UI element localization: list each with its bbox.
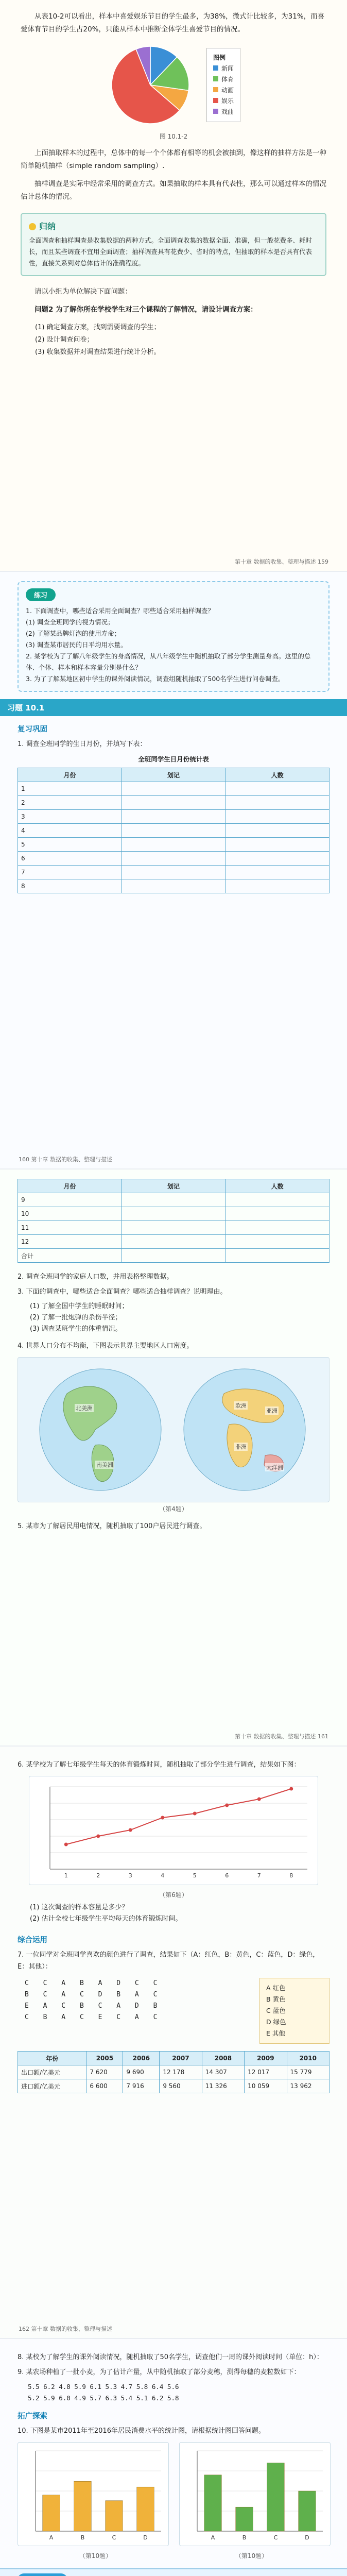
- x-tick-label: C: [273, 2534, 278, 2541]
- x-tick-label: 6: [225, 1872, 229, 1879]
- table-header: 2009: [245, 2052, 287, 2065]
- table-cell: [225, 838, 329, 852]
- line-chart: [29, 1776, 318, 1885]
- practice-item: (3) 调查某市居民的日平均用水量。: [26, 641, 127, 649]
- bar: [43, 2495, 60, 2531]
- map-label: 北美洲: [76, 1405, 93, 1412]
- table-cell: 12 178: [160, 2065, 202, 2079]
- review-question: 1. 调查全班同学的生日月份，并填写下表：: [18, 740, 147, 748]
- table-cell: [122, 1207, 225, 1221]
- table-row: [18, 782, 329, 796]
- table-header: 2010: [287, 2052, 329, 2065]
- legend-item: [213, 74, 234, 85]
- table-cell: [122, 1221, 225, 1235]
- x-tick-label: 3: [128, 1872, 132, 1879]
- table-cell: 出口额/亿美元: [18, 2065, 86, 2079]
- letter-row: E A C B C A D B: [25, 2002, 163, 2010]
- page-footer: 第十章 数据的收集、整理与描述 161: [235, 1733, 328, 1740]
- bar: [137, 2487, 154, 2531]
- table-header: 划记: [122, 1179, 225, 1193]
- question-item: (1) 这次调查的样本容量是多少？: [30, 1904, 129, 1911]
- number-row: 5.5 6.2 4.8 5.9 6.1 5.3 4.7 5.8 6.4 5.6: [28, 2383, 179, 2391]
- table-cell: [122, 866, 225, 879]
- table-cell: [122, 1249, 225, 1263]
- table-cell: [122, 879, 225, 893]
- table-cell: [225, 782, 329, 796]
- intro-paragraph: 从表10-2可以看出，样本中喜爱娱乐节目的学生最多，为38%，微式计比较多，为31%，而喜爱体育节目的学生占20%，只能从样本中推断全体学生喜爱节目的情况。: [21, 12, 325, 33]
- legend-title: 图例: [213, 54, 225, 61]
- table-cell: [225, 1235, 329, 1249]
- world-map-illustration: [18, 1358, 329, 1502]
- table-header: 2008: [202, 2052, 244, 2065]
- table-cell: 6 600: [86, 2079, 123, 2093]
- table-header: 年份: [18, 2052, 86, 2065]
- legend-label: 新闻: [221, 65, 234, 72]
- data-point: [64, 1843, 68, 1846]
- table-cell: [122, 838, 225, 852]
- table-row: [18, 810, 329, 824]
- world-map: [18, 1357, 329, 1502]
- map-label: 非洲: [235, 1444, 247, 1450]
- legend-item: B 黄色: [266, 1995, 286, 2003]
- legend-label: 戏曲: [221, 108, 234, 115]
- number-row: 5.2 5.9 6.0 4.9 5.7 6.3 5.4 5.1 6.2 5.8: [28, 2394, 179, 2402]
- table-cell: 7 620: [86, 2065, 123, 2079]
- table-cell: 进口额/亿美元: [18, 2079, 86, 2093]
- page-159: [0, 0, 347, 572]
- question-8: 8. 某校为了解学生的课外阅读情况，随机抽取了50名学生，调查他们一周的课外阅读时间（单位：h）：: [18, 2353, 323, 2361]
- x-tick-label: D: [143, 2534, 148, 2541]
- review-title: 复习巩固: [18, 725, 47, 734]
- x-tick-label: 1: [64, 1872, 68, 1879]
- table-cell: [122, 1235, 225, 1249]
- table-cell: 10 059: [245, 2079, 287, 2093]
- bar: [236, 2507, 253, 2531]
- letter-row: B C A C D B A C: [25, 1991, 163, 1998]
- table-cell: 15 779: [287, 2065, 329, 2079]
- table-cell: [225, 1221, 329, 1235]
- map-label: 欧洲: [235, 1402, 247, 1409]
- table-cell: 12 017: [245, 2065, 287, 2079]
- table-cell: 11: [18, 1221, 122, 1235]
- bar-chart-b-panel: [179, 2442, 331, 2546]
- practice-item: 2. 某学校为了了解八年级学生的身高情况，从八年级学生中随机抽取了部分学生测量身高。这里的总体、个体、样本和样本容量分别是什么？: [26, 652, 311, 671]
- x-tick-label: A: [49, 2534, 54, 2541]
- data-point: [225, 1804, 229, 1807]
- table-header: 划记: [122, 768, 225, 782]
- table-header: 2006: [123, 2052, 160, 2065]
- table-row: [18, 866, 329, 879]
- legend-swatch: [213, 109, 218, 114]
- page-161: [0, 1170, 347, 1747]
- color-legend: [259, 1978, 329, 2044]
- legend-label: 娱乐: [221, 97, 234, 105]
- table-row: [18, 1249, 329, 1263]
- exercise-band: 习题 10.1: [0, 699, 347, 716]
- table-cell: [122, 796, 225, 810]
- table-header: 2007: [160, 2052, 202, 2065]
- x-tick-label: A: [211, 2534, 215, 2541]
- trade-table: [18, 2051, 329, 2093]
- question-item: (2) 估计全校七年级学生平均每天的体育锻炼时间。: [30, 1915, 182, 1923]
- practice-item: (2) 了解某品牌灯泡的使用寿命；: [26, 630, 121, 637]
- practice-box: [18, 581, 329, 692]
- page-footer: 160 第十章 数据的收集、整理与描述: [19, 1156, 112, 1163]
- legend-swatch: [213, 98, 218, 103]
- table-row: [18, 2079, 329, 2093]
- question-5: 5. 某市为了解居民用电情况，随机抽取了100户居民进行调查。: [18, 1522, 206, 1530]
- table-cell: 5: [18, 838, 122, 852]
- legend-item: [213, 96, 234, 107]
- birthday-table: [18, 768, 329, 893]
- letter-row: C B A C E C A C: [25, 2013, 163, 2021]
- summary-title: 归纳: [29, 220, 318, 232]
- table-cell: [225, 852, 329, 866]
- legend-item: [213, 63, 234, 74]
- table-header: 月份: [18, 768, 122, 782]
- table-cell: [225, 796, 329, 810]
- data-point: [193, 1812, 197, 1816]
- table-row: [18, 824, 329, 838]
- x-tick-label: 4: [161, 1872, 165, 1879]
- table-cell: 9 690: [123, 2065, 160, 2079]
- data-point: [129, 1828, 132, 1832]
- legend-label: 体育: [221, 76, 234, 83]
- table-row: [18, 852, 329, 866]
- table-row: [18, 879, 329, 893]
- letter-row: C C A B A D C C: [25, 1979, 163, 1987]
- table-cell: 9: [18, 1193, 122, 1207]
- legend-swatch: [213, 65, 218, 71]
- bar: [106, 2501, 123, 2531]
- legend-label: 动画: [221, 87, 234, 94]
- table-row: [18, 2065, 329, 2079]
- x-tick-label: C: [112, 2534, 116, 2541]
- question-10: 10. 下图是某市2011年至2016年居民消费水平的统计图，请根据统计图回答问题。: [18, 2427, 265, 2435]
- practice-item: 1. 下面调查中，哪些适合采用全面调查？哪些适合采用抽样调查？: [26, 607, 214, 615]
- legend-item: [213, 85, 234, 96]
- data-point: [257, 1798, 261, 1801]
- table-cell: 7 916: [123, 2079, 160, 2093]
- table-row: [18, 1221, 329, 1235]
- summary-text: 全面调查和抽样调查是收集数据的两种方式。全面调查收集的数据全面、准确，但一般花费多、耗时长，而且某些调查不宜用全面调查；抽样调查具有花费少、省时的特点，但抽取的样本是否具有代表性，直接关系到对总体估计的准确程度。: [29, 236, 313, 267]
- para-group: 请以小组为单位解决下面问题：: [34, 287, 132, 296]
- page-164: [0, 2339, 347, 2576]
- question-7: 7. 一位同学对全班同学喜欢的颜色进行了调查，结果如下（A：红色，B：黄色，C：蓝色，D：绿色，E：其他）：: [18, 1951, 320, 1971]
- bar: [299, 2491, 316, 2531]
- table-header: 月份: [18, 1179, 122, 1193]
- para-survey: 抽样调查是实际中经常采用的调查方式。如果抽取的样本具有代表性，那么可以通过样本的情况估计总体的情况。: [21, 180, 326, 201]
- table-header: 2005: [86, 2052, 123, 2065]
- expand-title: 拓广探索: [18, 2412, 47, 2420]
- x-tick-label: 2: [96, 1872, 100, 1879]
- table-cell: 13 962: [287, 2079, 329, 2093]
- table-cell: [122, 810, 225, 824]
- line-chart-panel: [29, 1776, 318, 1885]
- table-cell: 10: [18, 1207, 122, 1221]
- question-9: 9. 某农场种植了一批小麦，为了估计产量，从中随机抽取了部分麦穗，测得每穗的麦粒数如下：: [18, 2368, 301, 2376]
- map-label: 亚洲: [266, 1408, 277, 1414]
- map-label: 大洋洲: [266, 1464, 283, 1471]
- table-cell: 12: [18, 1235, 122, 1249]
- x-tick-label: B: [80, 2534, 85, 2541]
- pie-chart: [107, 41, 194, 129]
- x-tick-label: 7: [257, 1872, 261, 1879]
- birthday-table-continued: [18, 1179, 329, 1263]
- table-cell: [122, 824, 225, 838]
- bar-chart-b: [180, 2443, 330, 2546]
- bar-caption-a: （第10题）: [79, 2552, 112, 2560]
- bar: [267, 2463, 285, 2531]
- lightbulb-icon: [29, 223, 36, 230]
- apply-title: 综合运用: [18, 1936, 47, 1944]
- legend-item: A 红色: [266, 1984, 286, 1992]
- page-160: [0, 572, 347, 1170]
- para-sampling: 上面抽取样本的过程中，总体中的每一个个体都有相等的机会被抽到，像这样的抽样方法是一种简单随机抽样（simple random sampling）.: [21, 149, 326, 170]
- table-cell: 合计: [18, 1249, 122, 1263]
- bar-chart-a: [18, 2443, 168, 2546]
- x-tick-label: 5: [193, 1872, 197, 1879]
- practice-label: 练习: [26, 588, 56, 601]
- legend-item: C 蓝色: [266, 2007, 286, 2014]
- legend-swatch: [213, 76, 218, 81]
- legend-item: E 其他: [266, 2029, 285, 2037]
- question-4: 4. 世界人口分布不均衡，下图表示世界主要地区人口密度。: [18, 1342, 194, 1350]
- question-item: (1) 了解全国中学生的睡眠时间；: [30, 1302, 129, 1310]
- map-caption: （第4题）: [159, 1505, 188, 1513]
- x-tick-label: D: [305, 2534, 309, 2541]
- question-item: (2) 设计调查问卷；: [35, 336, 94, 344]
- table-cell: [225, 866, 329, 879]
- bar-caption-b: （第10题）: [235, 2552, 268, 2560]
- table-cell: [122, 852, 225, 866]
- table-title: 全班同学生日月份统计表: [138, 755, 209, 763]
- page-footer: 第十章 数据的收集、整理与描述 159: [235, 558, 328, 565]
- data-point: [289, 1787, 293, 1791]
- table-cell: 14 307: [202, 2065, 244, 2079]
- pie-figure: [21, 41, 326, 129]
- data-point: [161, 1816, 164, 1820]
- question-2: 问题2 为了解你所在学校学生对三个课程的了解情况，请设计调查方案：: [34, 306, 257, 314]
- summary-box: [21, 213, 326, 276]
- table-cell: 7: [18, 866, 122, 879]
- legend-item: D 绿色: [266, 2018, 286, 2026]
- question-3: 3. 下面的调查中，哪些适合全面调查？哪些适合抽样调查？说明理由。: [18, 1288, 227, 1296]
- table-cell: 8: [18, 879, 122, 893]
- table-row: [18, 796, 329, 810]
- table-row: [18, 1193, 329, 1207]
- table-cell: [225, 810, 329, 824]
- figure-caption: 图 10.1-2: [159, 133, 188, 140]
- bar-charts-row: [18, 2442, 329, 2546]
- letter-grid-area: [18, 1978, 329, 2044]
- question-6: 6. 某学校为了解七年级学生每天的体育锻炼时间，随机抽取了部分学生进行调查，结果如下图：: [18, 1761, 301, 1769]
- bar: [74, 2481, 92, 2531]
- table-cell: [225, 824, 329, 838]
- table-header: 人数: [225, 1179, 329, 1193]
- practice-item: (1) 调查全班同学的视力情况；: [26, 618, 114, 626]
- question-item: (3) 调查某班学生的体重情况。: [30, 1325, 122, 1333]
- question-item: (1) 确定调查方案，找到需要调查的学生；: [35, 324, 161, 331]
- question-item: (2) 了解一批炮弹的杀伤半径；: [30, 1314, 122, 1321]
- table-cell: 4: [18, 824, 122, 838]
- table-cell: 1: [18, 782, 122, 796]
- x-tick-label: 8: [289, 1872, 293, 1879]
- legend-item: [213, 107, 234, 117]
- page-162: [0, 1747, 347, 2339]
- x-tick-label: B: [242, 2534, 247, 2541]
- table-header: 人数: [225, 768, 329, 782]
- data-point: [96, 1835, 100, 1838]
- line-caption: （第6题）: [159, 1891, 188, 1899]
- table-row: [18, 838, 329, 852]
- table-cell: 11 326: [202, 2079, 244, 2093]
- question-2-family: 2. 调查全班同学的家庭人口数，并用表格整理数据。: [18, 1273, 173, 1281]
- table-cell: [122, 1193, 225, 1207]
- table-cell: 9 560: [160, 2079, 202, 2093]
- table-cell: [122, 782, 225, 796]
- bar: [204, 2475, 222, 2531]
- experiment-title: [18, 2573, 67, 2576]
- table-cell: [225, 1249, 329, 1263]
- table-cell: [225, 1193, 329, 1207]
- table-cell: 3: [18, 810, 122, 824]
- question-item: (3) 收集数据并对调查结果进行统计分析。: [35, 348, 161, 356]
- page-footer: 162 第十章 数据的收集、整理与描述: [19, 2326, 112, 2332]
- table-cell: [225, 879, 329, 893]
- table-row: [18, 1207, 329, 1221]
- table-cell: 6: [18, 852, 122, 866]
- table-cell: 2: [18, 796, 122, 810]
- experiment-band: [0, 2568, 347, 2576]
- pie-legend: [206, 48, 240, 122]
- practice-item: 3. 为了了解某地区初中学生的课外阅读情况，调查组随机抽取了500名学生进行问卷调查。: [26, 675, 285, 683]
- map-label: 南美洲: [96, 1462, 113, 1468]
- table-cell: [225, 1207, 329, 1221]
- bar-chart-a-panel: [18, 2442, 169, 2546]
- legend-swatch: [213, 87, 218, 92]
- table-row: [18, 1235, 329, 1249]
